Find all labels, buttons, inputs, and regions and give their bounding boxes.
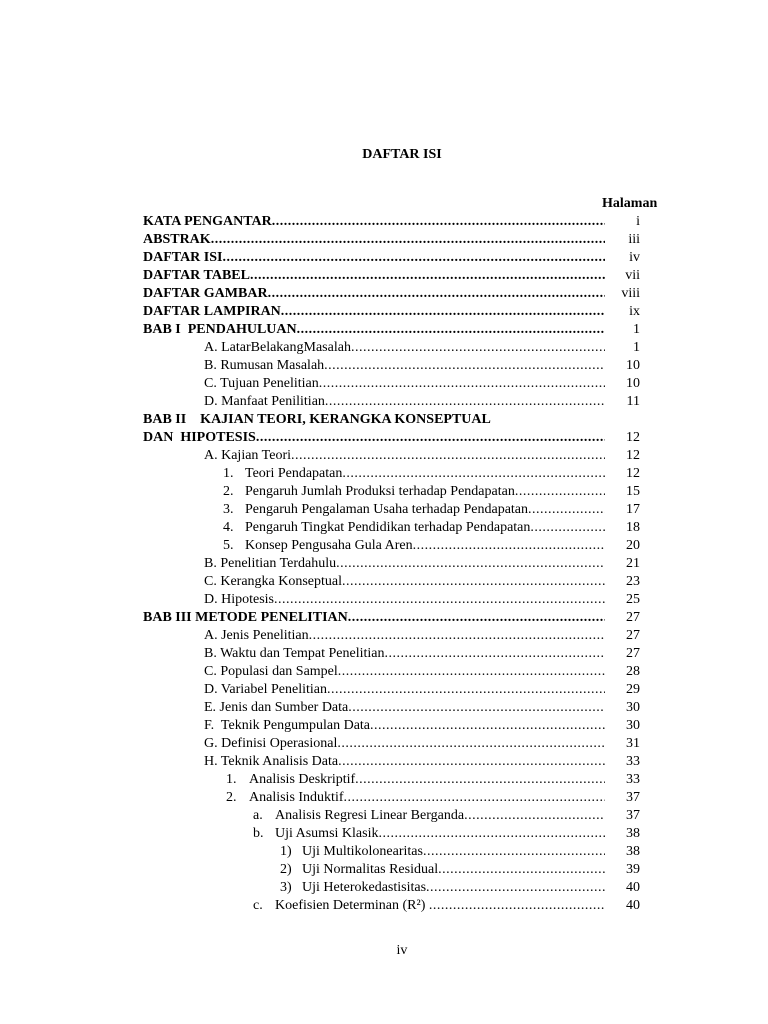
toc-entry-label: D. Manfaat Penilitian [204,394,325,409]
toc-entry-page: 25 [626,592,640,607]
toc-entry [0,429,768,447]
toc-entry-page: 38 [626,844,640,859]
toc-entry [0,735,768,753]
toc-entry [0,861,768,879]
toc-entry-page: 40 [626,898,640,913]
dot-leader [268,285,605,303]
toc-entry-title [204,555,605,573]
toc-entry-label: Analisis Deskriptif [249,772,356,787]
toc-entry [0,645,768,663]
toc-entry-page: 17 [626,502,640,517]
toc-entry-page: 1 [633,340,640,355]
toc-entry [0,627,768,645]
dot-leader [530,519,605,537]
toc-entry-number: 4. [223,520,234,535]
toc-entry-label: F. Teknik Pengumpulan Data [204,718,371,733]
toc-entry [0,501,768,519]
toc-entry-page: 27 [626,646,640,661]
toc-entry-title [226,789,605,807]
toc-entry-title [204,357,605,375]
toc-entry [0,843,768,861]
toc-entry [0,303,768,321]
toc-entry [0,771,768,789]
toc-entry-page: 10 [626,376,640,391]
toc-entry [0,663,768,681]
toc-entry-label: BAB I PENDAHULUAN [143,322,297,337]
dot-leader [337,735,605,753]
toc-entry-title [204,681,605,699]
toc-entry [0,681,768,699]
toc-entry-title [253,897,605,915]
toc-entry-label: Uji Heterokedastisitas [302,880,427,895]
dot-leader [348,609,605,627]
toc-entry-page: ix [629,304,640,319]
toc-entry-title [204,699,605,717]
dot-leader [344,789,606,807]
dot-leader [319,375,605,393]
toc-entry-number: 3. [223,502,234,517]
toc-entry-page: 21 [626,556,640,571]
table-of-contents [0,213,768,915]
dot-leader [355,771,605,789]
dot-leader [324,357,605,375]
toc-entry [0,465,768,483]
toc-entry-title [204,339,605,357]
dot-leader [309,627,605,645]
toc-entry-number: 1. [226,772,237,787]
dot-leader [378,825,605,843]
toc-entry-number: 2. [223,484,234,499]
dot-leader [423,843,605,861]
dot-leader [250,267,605,285]
toc-entry-title [143,231,605,249]
toc-entry-title [143,267,605,285]
toc-entry-label: DAFTAR GAMBAR [143,286,268,301]
toc-entry-label: D. Variabel Penelitian [204,682,327,697]
toc-entry-label: Uji Multikolonearitas [302,844,423,859]
toc-entry-page: 31 [626,736,640,751]
dot-leader [385,645,605,663]
toc-entry [0,789,768,807]
toc-entry-title [204,717,605,735]
toc-entry-page: 27 [626,628,640,643]
toc-entry-title [204,591,605,609]
toc-entry [0,717,768,735]
dot-leader [515,483,605,501]
toc-entry [0,699,768,717]
toc-entry-title [280,843,605,861]
toc-entry-page: viii [621,286,640,301]
toc-entry [0,825,768,843]
dot-leader [528,501,605,519]
toc-entry [0,537,768,555]
toc-entry-label: ABSTRAK [143,232,211,247]
toc-entry-page: 12 [626,448,640,463]
dot-leader [348,699,605,717]
toc-entry-label: Analisis Regresi Linear Berganda [275,808,465,823]
dot-leader [342,573,605,591]
toc-entry [0,267,768,285]
dot-leader [272,213,605,231]
dot-leader [351,339,605,357]
toc-entry-label: Konsep Pengusaha Gula Aren [245,538,413,553]
toc-entry-label: B. Rumusan Masalah [204,358,325,373]
page-title: DAFTAR ISI [362,147,442,162]
dot-leader [464,807,605,825]
toc-entry-label: Pengaruh Pengalaman Usaha terhadap Pendapatan [245,502,529,517]
toc-entry-title [204,645,605,663]
toc-entry [0,447,768,465]
dot-leader [426,879,605,897]
toc-entry-page: 33 [626,772,640,787]
toc-entry [0,591,768,609]
toc-entry-label: KATA PENGANTAR [143,214,272,229]
toc-entry-title [204,735,605,753]
toc-entry-number: 2) [280,862,292,877]
toc-entry-page: 37 [626,790,640,805]
toc-entry [0,339,768,357]
toc-entry-label: DAN HIPOTESIS [143,430,256,445]
toc-entry-label: E. Jenis dan Sumber Data [204,700,349,715]
toc-entry [0,249,768,267]
toc-entry-page: 40 [626,880,640,895]
toc-entry-label: BAB II KAJIAN TEORI, KERANGKA KONSEPTUAL [143,412,491,427]
toc-entry-number: a. [253,808,263,823]
toc-entry-number: 2. [226,790,237,805]
toc-entry-title [204,375,605,393]
page-column-header: Halaman [602,196,658,211]
toc-entry-page: 12 [626,430,640,445]
toc-entry [0,753,768,771]
toc-entry-label: Pengaruh Tingkat Pendidikan terhadap Pendapatan [245,520,531,535]
dot-leader [429,897,605,915]
toc-entry-page: vii [625,268,640,283]
dot-leader [370,717,605,735]
toc-entry-title [143,609,605,627]
toc-entry-page: 28 [626,664,640,679]
toc-entry-page: 29 [626,682,640,697]
toc-entry-page: 33 [626,754,640,769]
toc-entry-label: C. Tujuan Penelitian [204,376,319,391]
toc-entry-number: b. [253,826,264,841]
toc-entry-label: Pengaruh Jumlah Produksi terhadap Pendapatan [245,484,515,499]
toc-entry-page: 1 [633,322,640,337]
toc-entry-title [204,753,605,771]
dot-leader [222,249,605,267]
toc-entry [0,213,768,231]
dot-leader [338,753,605,771]
toc-entry-title [280,861,605,879]
toc-entry-page: 12 [626,466,640,481]
toc-entry-page: iii [628,232,640,247]
toc-entry-title [223,501,605,519]
toc-entry-page: 20 [626,538,640,553]
toc-entry-number: c. [253,898,263,913]
toc-entry-page: 39 [626,862,640,877]
toc-entry-title [204,393,605,411]
toc-entry-title [143,213,605,231]
toc-entry-page: 30 [626,700,640,715]
toc-entry [0,807,768,825]
toc-entry-number: 1. [223,466,234,481]
toc-entry-title [204,627,605,645]
toc-entry [0,285,768,303]
toc-entry-label: A. Jenis Penelitian [204,628,309,643]
toc-entry-title [223,483,605,501]
dot-leader [291,447,605,465]
toc-entry-number: 3) [280,880,292,895]
toc-entry-title [204,573,605,591]
toc-entry-page: 10 [626,358,640,373]
toc-entry [0,519,768,537]
toc-entry-page: 18 [626,520,640,535]
dot-leader [281,303,605,321]
toc-entry [0,321,768,339]
toc-entry [0,375,768,393]
toc-entry [0,483,768,501]
toc-entry-page: 37 [626,808,640,823]
toc-entry-title [223,465,605,483]
toc-entry-title [223,537,605,555]
toc-entry-label: A. LatarBelakangMasalah [204,340,351,355]
toc-entry-title [143,411,605,429]
toc-entry-page: 30 [626,718,640,733]
toc-entry [0,555,768,573]
dot-leader [256,429,605,447]
toc-entry-title [253,807,605,825]
toc-entry [0,231,768,249]
toc-entry-title [226,771,605,789]
page-number: iv [396,943,408,958]
dot-leader [211,231,605,249]
toc-entry-page: iv [629,250,640,265]
toc-entry-title [223,519,605,537]
toc-entry-number: 5. [223,538,234,553]
toc-entry-title [143,429,605,447]
toc-entry-label: H. Teknik Analisis Data [204,754,339,769]
toc-entry-title [143,303,605,321]
toc-entry-title [143,285,605,303]
toc-entry-label: D. Hipotesis [204,592,274,607]
toc-entry-label: G. Definisi Operasional [204,736,338,751]
toc-entry-label: Koefisien Determinan (R²) [275,898,429,913]
toc-entry-label: Uji Asumsi Klasik [275,826,379,841]
toc-entry-title [280,879,605,897]
toc-entry [0,897,768,915]
dot-leader [336,555,605,573]
toc-entry-page: 15 [626,484,640,499]
toc-entry-label: C. Populasi dan Sampel [204,664,338,679]
toc-entry [0,411,768,429]
toc-entry-title [143,321,605,339]
toc-entry-label: DAFTAR TABEL [143,268,250,283]
toc-entry-label: DAFTAR LAMPIRAN [143,304,281,319]
toc-entry-page: 27 [626,610,640,625]
dot-leader [342,465,605,483]
toc-entry-label: Analisis Induktif [249,790,344,805]
dot-leader [327,681,605,699]
toc-entry-label: DAFTAR ISI [143,250,223,265]
toc-entry-title [204,447,605,465]
toc-entry-page: 11 [626,394,640,409]
toc-entry-title [253,825,605,843]
toc-entry-label: A. Kajian Teori [204,448,292,463]
toc-entry [0,393,768,411]
toc-entry-label: B. Penelitian Terdahulu [204,556,337,571]
toc-entry-title [204,663,605,681]
toc-entry-number: 1) [280,844,292,859]
toc-entry [0,573,768,591]
dot-leader [413,537,605,555]
dot-leader [338,663,605,681]
dot-leader [438,861,605,879]
toc-entry-label: B. Waktu dan Tempat Penelitian [204,646,385,661]
toc-entry-page: 23 [626,574,640,589]
toc-entry [0,879,768,897]
toc-entry-label: BAB III METODE PENELITIAN [143,610,348,625]
toc-entry-page: i [636,214,640,229]
dot-leader [274,591,605,609]
toc-entry [0,609,768,627]
toc-entry-label: C. Kerangka Konseptual [204,574,343,589]
toc-entry-label: Uji Normalitas Residual [302,862,439,877]
dot-leader [325,393,605,411]
toc-entry-title [143,249,605,267]
toc-entry [0,357,768,375]
toc-entry-label: Teori Pendapatan [245,466,343,481]
toc-entry-page: 38 [626,826,640,841]
dot-leader [297,321,605,339]
